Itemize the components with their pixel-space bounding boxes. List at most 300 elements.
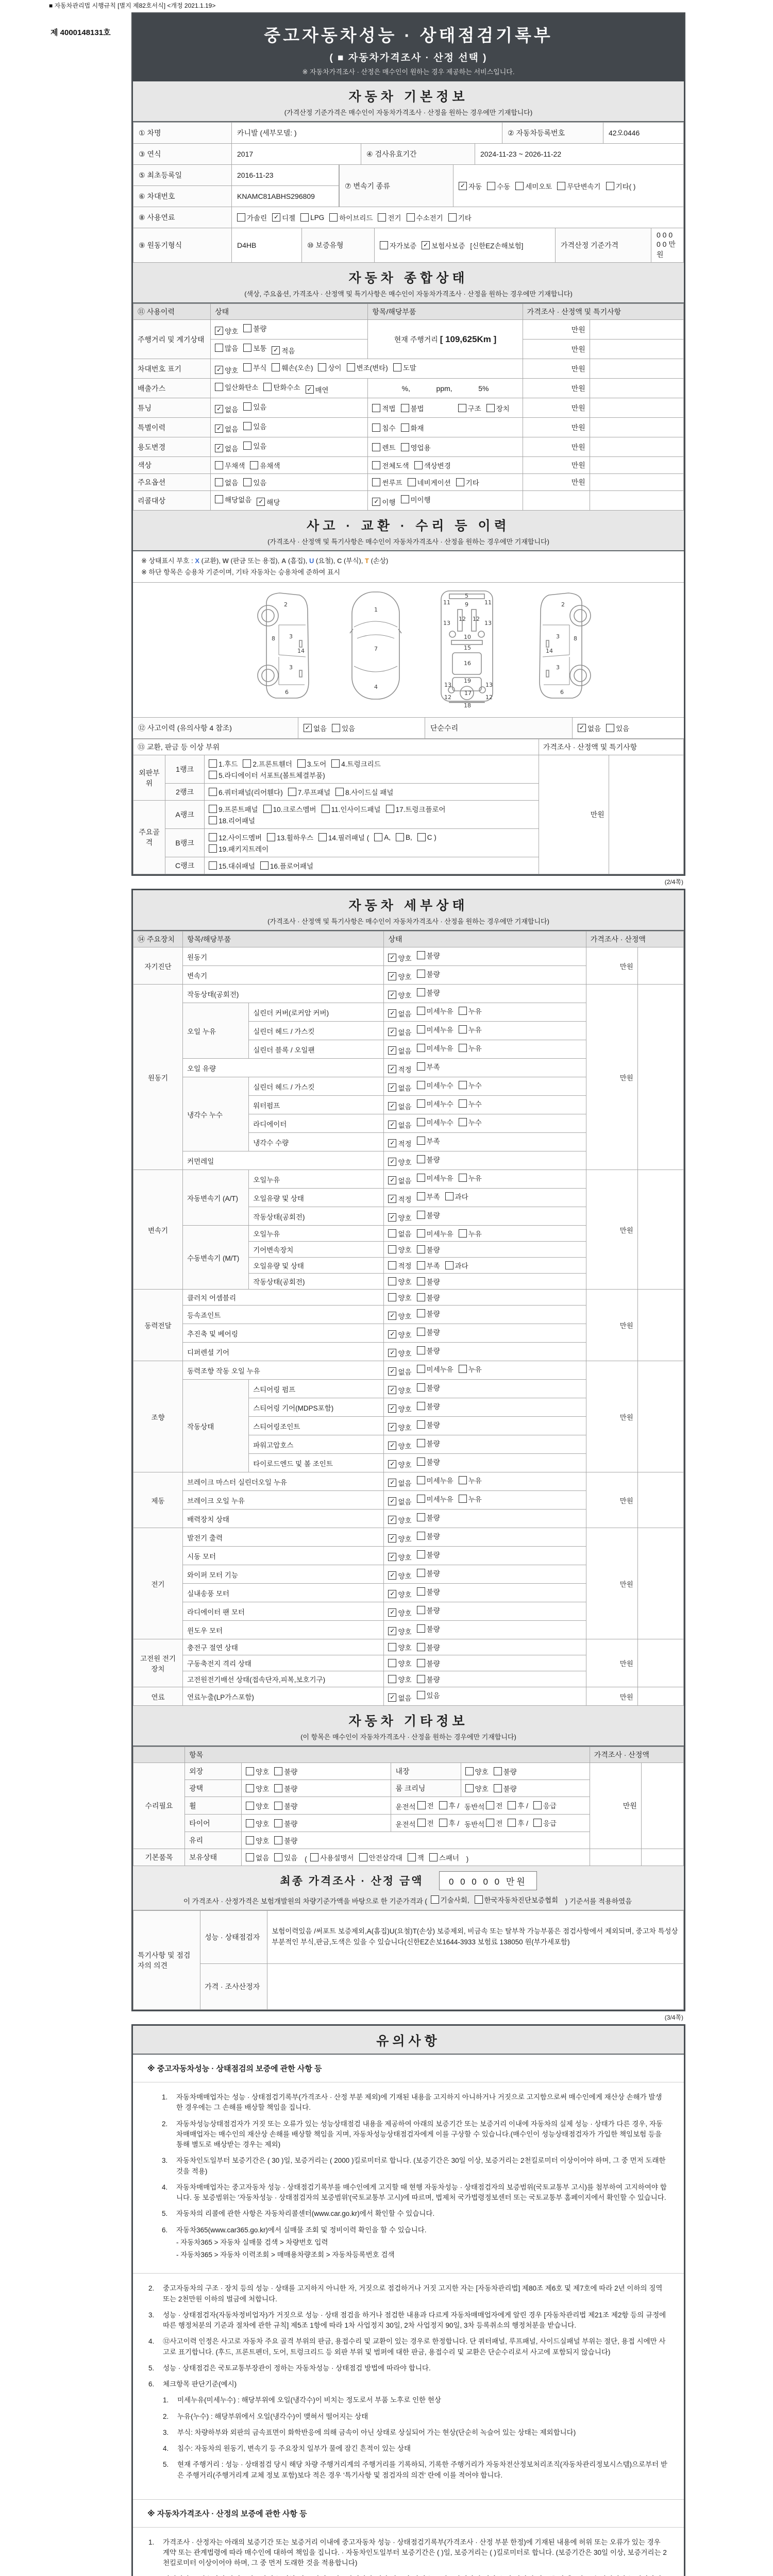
checkbox-box	[417, 1691, 425, 1699]
checkbox-checked[interactable]	[306, 384, 329, 395]
checkbox-unchecked[interactable]	[243, 343, 266, 353]
status-code: X	[195, 557, 199, 565]
checkbox-unchecked[interactable]	[459, 1080, 482, 1090]
checkbox-unchecked[interactable]	[209, 815, 255, 825]
checkbox-unchecked[interactable]	[246, 1766, 269, 1776]
checkbox-unchecked[interactable]	[417, 1276, 440, 1286]
checkbox-unchecked[interactable]	[359, 1852, 402, 1862]
checkbox-unchecked[interactable]	[417, 1244, 440, 1255]
checkbox-unchecked[interactable]	[459, 1098, 482, 1109]
checkbox-checked[interactable]	[388, 1589, 411, 1599]
price-cell: 만원	[523, 320, 590, 340]
checkbox-checked[interactable]	[272, 212, 295, 223]
checkbox-unchecked[interactable]	[331, 758, 380, 769]
checkbox-unchecked[interactable]	[533, 1818, 557, 1828]
checkbox-unchecked[interactable]	[388, 1642, 411, 1652]
checkbox-unchecked[interactable]	[318, 362, 341, 372]
checkbox-unchecked[interactable]	[515, 181, 552, 191]
checkbox-label: 없음	[398, 1103, 412, 1111]
checkbox-unchecked[interactable]	[431, 1894, 469, 1905]
checkbox-unchecked[interactable]	[494, 1766, 517, 1776]
checkbox-label: 색상변경	[424, 462, 451, 470]
checkbox-box	[246, 1853, 254, 1861]
checkbox-box	[533, 1819, 542, 1827]
inspector-label: 성능 · 상태점검자	[200, 1911, 267, 1964]
checkbox-checked[interactable]	[388, 1422, 411, 1432]
checkbox-unchecked[interactable]	[263, 804, 316, 814]
checkbox-unchecked[interactable]	[417, 1586, 440, 1597]
checkbox-unchecked[interactable]	[322, 804, 381, 814]
checkbox-unchecked[interactable]	[246, 1783, 269, 1793]
checkbox-checked[interactable]	[388, 1385, 411, 1395]
checkbox-checked[interactable]	[388, 1692, 411, 1703]
checkbox-unchecked[interactable]	[486, 403, 510, 413]
checkbox-checked[interactable]	[388, 1138, 411, 1148]
checkbox-unchecked[interactable]	[388, 1292, 411, 1302]
checkbox-unchecked[interactable]	[475, 1894, 558, 1905]
checkbox-unchecked[interactable]	[417, 1658, 440, 1668]
checkbox-unchecked[interactable]	[417, 1549, 440, 1560]
checkbox-checked[interactable]	[215, 423, 238, 434]
checkbox-label: 양호	[225, 328, 239, 335]
checkbox-unchecked[interactable]	[388, 1658, 411, 1668]
checkbox-unchecked[interactable]	[209, 804, 258, 814]
checkbox-checked[interactable]	[388, 1311, 411, 1321]
checkbox-checked[interactable]	[388, 1570, 411, 1581]
checkbox-unchecked[interactable]	[408, 477, 451, 487]
checkbox-unchecked[interactable]	[459, 1006, 482, 1016]
checkbox-checked[interactable]	[388, 1120, 411, 1130]
checkbox-unchecked[interactable]	[417, 833, 436, 841]
checkbox-unchecked[interactable]	[388, 1228, 411, 1239]
checkbox-unchecked[interactable]	[417, 1364, 453, 1374]
checkbox-checked[interactable]	[388, 1008, 411, 1019]
checkbox-unchecked[interactable]	[388, 1244, 411, 1255]
checkbox-unchecked[interactable]	[439, 1800, 460, 1810]
opinion-table	[133, 1910, 684, 2010]
checkbox-unchecked[interactable]	[372, 477, 402, 487]
checkbox-unchecked[interactable]	[417, 1605, 440, 1615]
checkbox-unchecked[interactable]	[209, 787, 283, 797]
checkbox-unchecked[interactable]	[215, 460, 245, 470]
checkbox-unchecked[interactable]	[486, 1818, 502, 1828]
checkbox-unchecked[interactable]	[445, 1260, 468, 1270]
checkbox-unchecked[interactable]	[209, 758, 238, 769]
checkbox-checked[interactable]	[459, 181, 482, 191]
checkbox-unchecked[interactable]	[417, 1327, 440, 1337]
checkbox-unchecked[interactable]	[417, 1210, 440, 1220]
checkbox-unchecked[interactable]	[508, 1818, 528, 1828]
checkbox-unchecked[interactable]	[417, 1260, 440, 1270]
checkbox-checked[interactable]	[388, 1626, 411, 1636]
checkbox-unchecked[interactable]	[243, 362, 266, 372]
checkbox-box	[459, 1007, 467, 1015]
checkbox-unchecked[interactable]	[378, 212, 401, 223]
checkbox-unchecked[interactable]	[401, 494, 431, 504]
checkbox-unchecked[interactable]	[417, 1800, 434, 1810]
checkbox-unchecked[interactable]	[372, 442, 395, 452]
checkbox-unchecked[interactable]	[417, 1228, 453, 1239]
checkbox-box	[388, 1261, 396, 1269]
checkbox-unchecked[interactable]	[243, 401, 266, 412]
checkbox-unchecked[interactable]	[237, 212, 267, 223]
checkbox-unchecked[interactable]	[401, 442, 431, 452]
checkbox-unchecked[interactable]	[246, 1852, 269, 1862]
checkbox-unchecked[interactable]	[417, 1382, 440, 1393]
checkbox-label: 없음	[398, 1029, 412, 1037]
checkbox-unchecked[interactable]	[459, 1173, 482, 1183]
checkbox-unchecked[interactable]	[417, 1494, 453, 1504]
checkbox-checked[interactable]	[388, 1348, 411, 1358]
checkbox-unchecked[interactable]	[486, 1800, 502, 1810]
checkbox-unchecked[interactable]	[396, 833, 412, 841]
checkbox-checked[interactable]	[388, 1329, 411, 1340]
checkbox-unchecked[interactable]	[606, 181, 636, 191]
checkbox-label: 부족	[426, 1262, 440, 1270]
checkbox-unchecked[interactable]	[417, 987, 440, 997]
checkbox-box: ✓	[388, 1139, 396, 1147]
checkbox-unchecked[interactable]	[209, 860, 255, 871]
checkbox-unchecked[interactable]	[274, 1852, 297, 1862]
checkbox-checked[interactable]	[388, 1027, 411, 1037]
checkbox-unchecked[interactable]	[215, 343, 238, 353]
checkbox-unchecked[interactable]	[417, 1098, 453, 1109]
checkbox-unchecked[interactable]	[417, 1043, 453, 1053]
checkbox-unchecked[interactable]	[401, 403, 424, 413]
checkbox-unchecked[interactable]	[417, 1191, 440, 1201]
checkbox-unchecked[interactable]	[329, 212, 373, 223]
checkbox-checked[interactable]	[388, 1194, 411, 1204]
row-label: 색상	[133, 457, 211, 474]
checkbox-checked[interactable]	[388, 1082, 411, 1093]
checkbox-checked[interactable]	[388, 1045, 411, 1056]
checkbox-checked[interactable]	[388, 1212, 411, 1223]
checkbox-unchecked[interactable]	[445, 1191, 468, 1201]
rankA-items	[205, 801, 539, 829]
checkbox-label: 누수	[468, 1119, 482, 1127]
checkbox-unchecked[interactable]	[429, 1852, 459, 1862]
checkbox-unchecked[interactable]	[274, 1818, 297, 1828]
checkbox-unchecked[interactable]	[372, 403, 395, 413]
checkbox-unchecked[interactable]	[417, 1642, 440, 1652]
checkbox-label: 적정	[398, 1140, 412, 1148]
checkbox-unchecked[interactable]	[243, 440, 266, 451]
checkbox-unchecked[interactable]	[417, 1456, 440, 1467]
checkbox-unchecked[interactable]	[246, 1801, 269, 1811]
checkbox-label: 부족	[426, 1193, 440, 1201]
checkbox-unchecked[interactable]	[408, 1852, 424, 1862]
checkbox-checked[interactable]	[215, 326, 238, 336]
exchange-sheetmetal-table	[133, 739, 684, 874]
checkbox-box	[246, 1767, 254, 1775]
checkbox-unchecked[interactable]	[606, 723, 629, 733]
checkbox-unchecked[interactable]	[417, 1419, 440, 1430]
item-status	[384, 1454, 586, 1472]
checkbox-unchecked[interactable]	[417, 1061, 440, 1072]
car-damage-diagram	[133, 583, 684, 718]
checkbox-label: 양호	[256, 1837, 270, 1845]
item-label: 스티어링 펌프	[249, 1380, 384, 1398]
checkbox-checked[interactable]	[388, 1157, 411, 1167]
checkbox-unchecked[interactable]	[439, 1818, 460, 1828]
checkbox-unchecked[interactable]	[417, 1818, 434, 1828]
item-label: 기어변속장치	[249, 1242, 384, 1258]
checkbox-checked[interactable]	[388, 1403, 411, 1414]
checkbox-unchecked[interactable]	[310, 1852, 354, 1862]
checkbox-unchecked[interactable]	[209, 843, 268, 854]
checkbox-checked[interactable]	[388, 1515, 411, 1525]
checkbox-label: 적음	[281, 347, 295, 355]
checkbox-label: 있음	[616, 725, 630, 733]
checkbox-unchecked[interactable]	[458, 403, 481, 413]
checkbox-unchecked[interactable]	[250, 460, 280, 470]
price-header: 가격조사 · 산정액 및 특기사항	[539, 739, 683, 755]
checkbox-checked[interactable]	[388, 1175, 411, 1185]
checkbox-box	[458, 404, 466, 412]
field-label: ④ 검사유효기간	[361, 144, 475, 164]
checkbox-checked[interactable]	[388, 1064, 411, 1074]
checkbox-unchecked[interactable]	[459, 1228, 482, 1239]
checkbox-unchecked[interactable]	[209, 770, 325, 780]
col-header: ⑪ 사용이력	[133, 304, 211, 320]
checkbox-unchecked[interactable]	[465, 1766, 489, 1776]
checkbox-box	[486, 404, 495, 412]
checkbox-unchecked[interactable]	[372, 460, 409, 470]
checkbox-unchecked[interactable]	[448, 212, 472, 223]
checkbox-unchecked[interactable]	[274, 1783, 297, 1793]
checkbox-checked[interactable]	[388, 1607, 411, 1618]
checkbox-unchecked[interactable]	[417, 1401, 440, 1411]
checkbox-checked[interactable]	[388, 990, 411, 1000]
checkbox-checked[interactable]	[388, 1552, 411, 1562]
checkbox-unchecked[interactable]	[459, 1364, 482, 1374]
checkbox-checked[interactable]	[388, 971, 411, 981]
checkbox-checked[interactable]	[215, 404, 238, 414]
checkbox-unchecked[interactable]	[417, 1674, 440, 1684]
checkbox-box	[388, 1643, 396, 1651]
car-diagram-svg	[177, 586, 641, 709]
checkbox-checked[interactable]	[388, 1533, 411, 1544]
checkbox-unchecked[interactable]	[318, 832, 369, 842]
checkbox-unchecked[interactable]	[288, 787, 330, 797]
checkbox-unchecked[interactable]	[260, 860, 313, 871]
checkbox-box	[209, 805, 217, 813]
checkbox-unchecked[interactable]	[297, 758, 326, 769]
checkbox-box	[486, 1819, 494, 1827]
checkbox-checked[interactable]	[304, 723, 327, 733]
checkbox-checked[interactable]	[388, 1440, 411, 1451]
checkbox-box: ✓	[388, 1102, 396, 1110]
checkbox-checked[interactable]	[388, 1478, 411, 1488]
accident-notes	[133, 551, 684, 583]
price-cell: 만원	[523, 398, 590, 418]
checkbox-label: 없음	[398, 1480, 412, 1488]
interior-status	[461, 1763, 590, 1780]
checkbox-label: 양호	[398, 1644, 412, 1652]
checkbox-unchecked[interactable]	[274, 1835, 297, 1845]
checkbox-unchecked[interactable]	[388, 1674, 411, 1684]
checkbox-unchecked[interactable]	[459, 1475, 482, 1485]
svg-text:8: 8	[573, 635, 577, 642]
checkbox-unchecked[interactable]	[380, 240, 416, 250]
checkbox-unchecked[interactable]	[417, 1568, 440, 1578]
checkbox-unchecked[interactable]	[386, 804, 446, 814]
row-car-name	[133, 123, 684, 144]
checkbox-unchecked[interactable]	[417, 1475, 453, 1485]
checkbox-unchecked[interactable]	[243, 758, 292, 769]
checkbox-label: 양호	[398, 1159, 412, 1167]
checkbox-unchecked[interactable]	[243, 323, 266, 333]
checkbox-unchecked[interactable]	[417, 1006, 453, 1016]
checkbox-unchecked[interactable]	[417, 1512, 440, 1522]
checkbox-unchecked[interactable]	[417, 1690, 440, 1700]
checkbox-unchecked[interactable]	[494, 1783, 517, 1793]
checkbox-unchecked[interactable]	[243, 421, 266, 431]
checkbox-checked[interactable]	[422, 240, 465, 250]
checkbox-checked[interactable]	[388, 1496, 411, 1506]
checkbox-unchecked[interactable]	[417, 1173, 453, 1183]
checkbox-unchecked[interactable]	[487, 181, 510, 191]
checkbox-unchecked[interactable]	[417, 1080, 453, 1090]
checkbox-unchecked[interactable]	[215, 477, 238, 487]
checkbox-label: 부족	[426, 1063, 440, 1072]
checkbox-unchecked[interactable]	[417, 1438, 440, 1448]
checkbox-unchecked[interactable]	[393, 362, 416, 372]
checkbox-unchecked[interactable]	[417, 1345, 440, 1355]
checkbox-unchecked[interactable]	[374, 833, 391, 841]
checkbox-checked[interactable]	[372, 497, 395, 507]
checkbox-unchecked[interactable]	[417, 1531, 440, 1541]
checkbox-unchecked[interactable]	[388, 1260, 411, 1270]
checkbox-label: 불량	[426, 1459, 440, 1467]
checkbox-unchecked[interactable]	[459, 1117, 482, 1127]
checkbox-unchecked[interactable]	[335, 787, 393, 797]
checkbox-unchecked[interactable]	[414, 460, 451, 470]
detail-row	[133, 1639, 684, 1655]
checkbox-label: 19.패키지트레이	[219, 845, 269, 854]
item-status	[384, 1565, 586, 1584]
checkbox-unchecked[interactable]	[417, 1154, 440, 1164]
checkbox-unchecked[interactable]	[459, 1043, 482, 1053]
checkbox-box	[533, 1801, 542, 1809]
inline-text: 동반석	[464, 1821, 485, 1829]
checkbox-label: 누유	[468, 1045, 482, 1053]
checkbox-label: 전	[427, 1820, 434, 1828]
item-status	[384, 1096, 586, 1114]
checkbox-unchecked[interactable]	[417, 950, 440, 960]
item-status	[384, 1003, 586, 1022]
checkbox-checked[interactable]	[215, 365, 238, 375]
note-cell	[637, 985, 683, 1170]
simple-repair-status	[573, 718, 684, 738]
checkbox-box	[380, 241, 388, 249]
checkbox-unchecked[interactable]	[274, 1801, 297, 1811]
checkbox-checked[interactable]	[257, 497, 280, 507]
checkbox-box: ✓	[215, 366, 223, 374]
svg-text:19: 19	[463, 677, 471, 685]
notice-item: 2. 자동차성능상태점검자가 거짓 또는 오류가 있는 성능상태점검 내용을 제공하여 아래의 보증기간 또는 보증거리 이내에 자동차의 실제 성능 · 상태가 다른 경우, 자동차매매업자는 매수인의 재산상 손해를 배상할 책임을 지며, 자동차성능상태점검자에게 이를 구상할 수 있습니다.(매수인이 성능상태점검자가 가입한 책임보험 등을 통해 별도로 배상받는 경우는 제외)	[162, 2120, 663, 2149]
checkbox-label: 양호	[225, 367, 239, 375]
checkbox-checked[interactable]	[272, 345, 295, 355]
checkbox-box: ✓	[578, 724, 586, 732]
checkbox-unchecked[interactable]	[215, 494, 251, 504]
detail-status-table	[133, 931, 684, 1706]
checkbox-unchecked[interactable]	[246, 1818, 269, 1828]
checkbox-box	[417, 1137, 425, 1145]
checkbox-unchecked[interactable]	[246, 1835, 269, 1845]
checkbox-unchecked[interactable]	[533, 1800, 557, 1810]
checkbox-label: 양호	[398, 1572, 412, 1581]
checkbox-unchecked[interactable]	[417, 1292, 440, 1302]
checkbox-label: 양호	[398, 1461, 412, 1469]
checkbox-unchecked[interactable]	[417, 1308, 440, 1318]
checkbox-unchecked[interactable]	[459, 1494, 482, 1504]
checkbox-unchecked[interactable]	[332, 723, 355, 733]
checkbox-checked[interactable]	[388, 1366, 411, 1377]
checkbox-label: 없음	[587, 725, 601, 733]
item-status	[384, 1226, 586, 1242]
current-mileage: 현재 주행거리 [ 109,625Km ]	[368, 320, 523, 359]
checkbox-checked[interactable]	[388, 1101, 411, 1111]
checkbox-unchecked[interactable]	[347, 362, 388, 372]
checkbox-unchecked[interactable]	[508, 1800, 528, 1810]
checkbox-unchecked[interactable]	[263, 382, 300, 392]
checkbox-unchecked[interactable]	[417, 1136, 440, 1146]
checkbox-unchecked[interactable]	[209, 832, 262, 842]
checkbox-checked[interactable]	[578, 723, 601, 733]
checkbox-unchecked[interactable]	[456, 477, 479, 487]
exchange-header-row	[133, 739, 684, 755]
checkbox-unchecked[interactable]	[274, 1766, 297, 1776]
checkbox-checked[interactable]	[388, 1459, 411, 1469]
checkbox-label: 한국자동차진단보증협회	[484, 1896, 559, 1905]
checkbox-checked[interactable]	[388, 953, 411, 963]
checkbox-unchecked[interactable]	[459, 1024, 482, 1035]
checkbox-unchecked[interactable]	[272, 362, 313, 372]
item-status	[384, 1398, 586, 1417]
checkbox-unchecked[interactable]	[417, 1117, 453, 1127]
checkbox-unchecked[interactable]	[417, 1024, 453, 1035]
checkbox-unchecked[interactable]	[401, 422, 424, 433]
wheel-status	[242, 1797, 391, 1815]
checkbox-label: 불량	[426, 989, 440, 997]
checkbox-unchecked[interactable]	[372, 422, 395, 433]
status-code: T	[365, 557, 369, 565]
col-header: 항목/해당부품	[368, 304, 523, 320]
checkbox-unchecked[interactable]	[300, 213, 324, 222]
svg-text:4: 4	[374, 684, 378, 691]
checkbox-unchecked[interactable]	[215, 382, 258, 392]
item-mid-label: 자동변속기 (A/T)	[183, 1170, 249, 1226]
checkbox-box: ✓	[388, 1367, 396, 1376]
checkbox-unchecked[interactable]	[388, 1276, 411, 1286]
checkbox-box	[445, 1192, 453, 1200]
outer-panel-label: 외판부위	[133, 755, 165, 801]
checkbox-unchecked[interactable]	[407, 212, 443, 223]
checkbox-unchecked[interactable]	[243, 477, 266, 487]
checkbox-unchecked[interactable]	[417, 969, 440, 979]
checkbox-box	[494, 1784, 502, 1792]
checkbox-unchecked[interactable]	[557, 181, 600, 191]
checkbox-checked[interactable]	[215, 443, 238, 453]
section-basic-title: 자동차 기본정보	[348, 90, 468, 104]
checkbox-box	[417, 1513, 425, 1521]
checkbox-label: 보험사보증	[431, 242, 465, 250]
checkbox-unchecked[interactable]	[267, 832, 313, 842]
checkbox-unchecked[interactable]	[465, 1783, 489, 1793]
checkbox-unchecked[interactable]	[417, 1623, 440, 1634]
detail-row	[133, 1170, 684, 1189]
